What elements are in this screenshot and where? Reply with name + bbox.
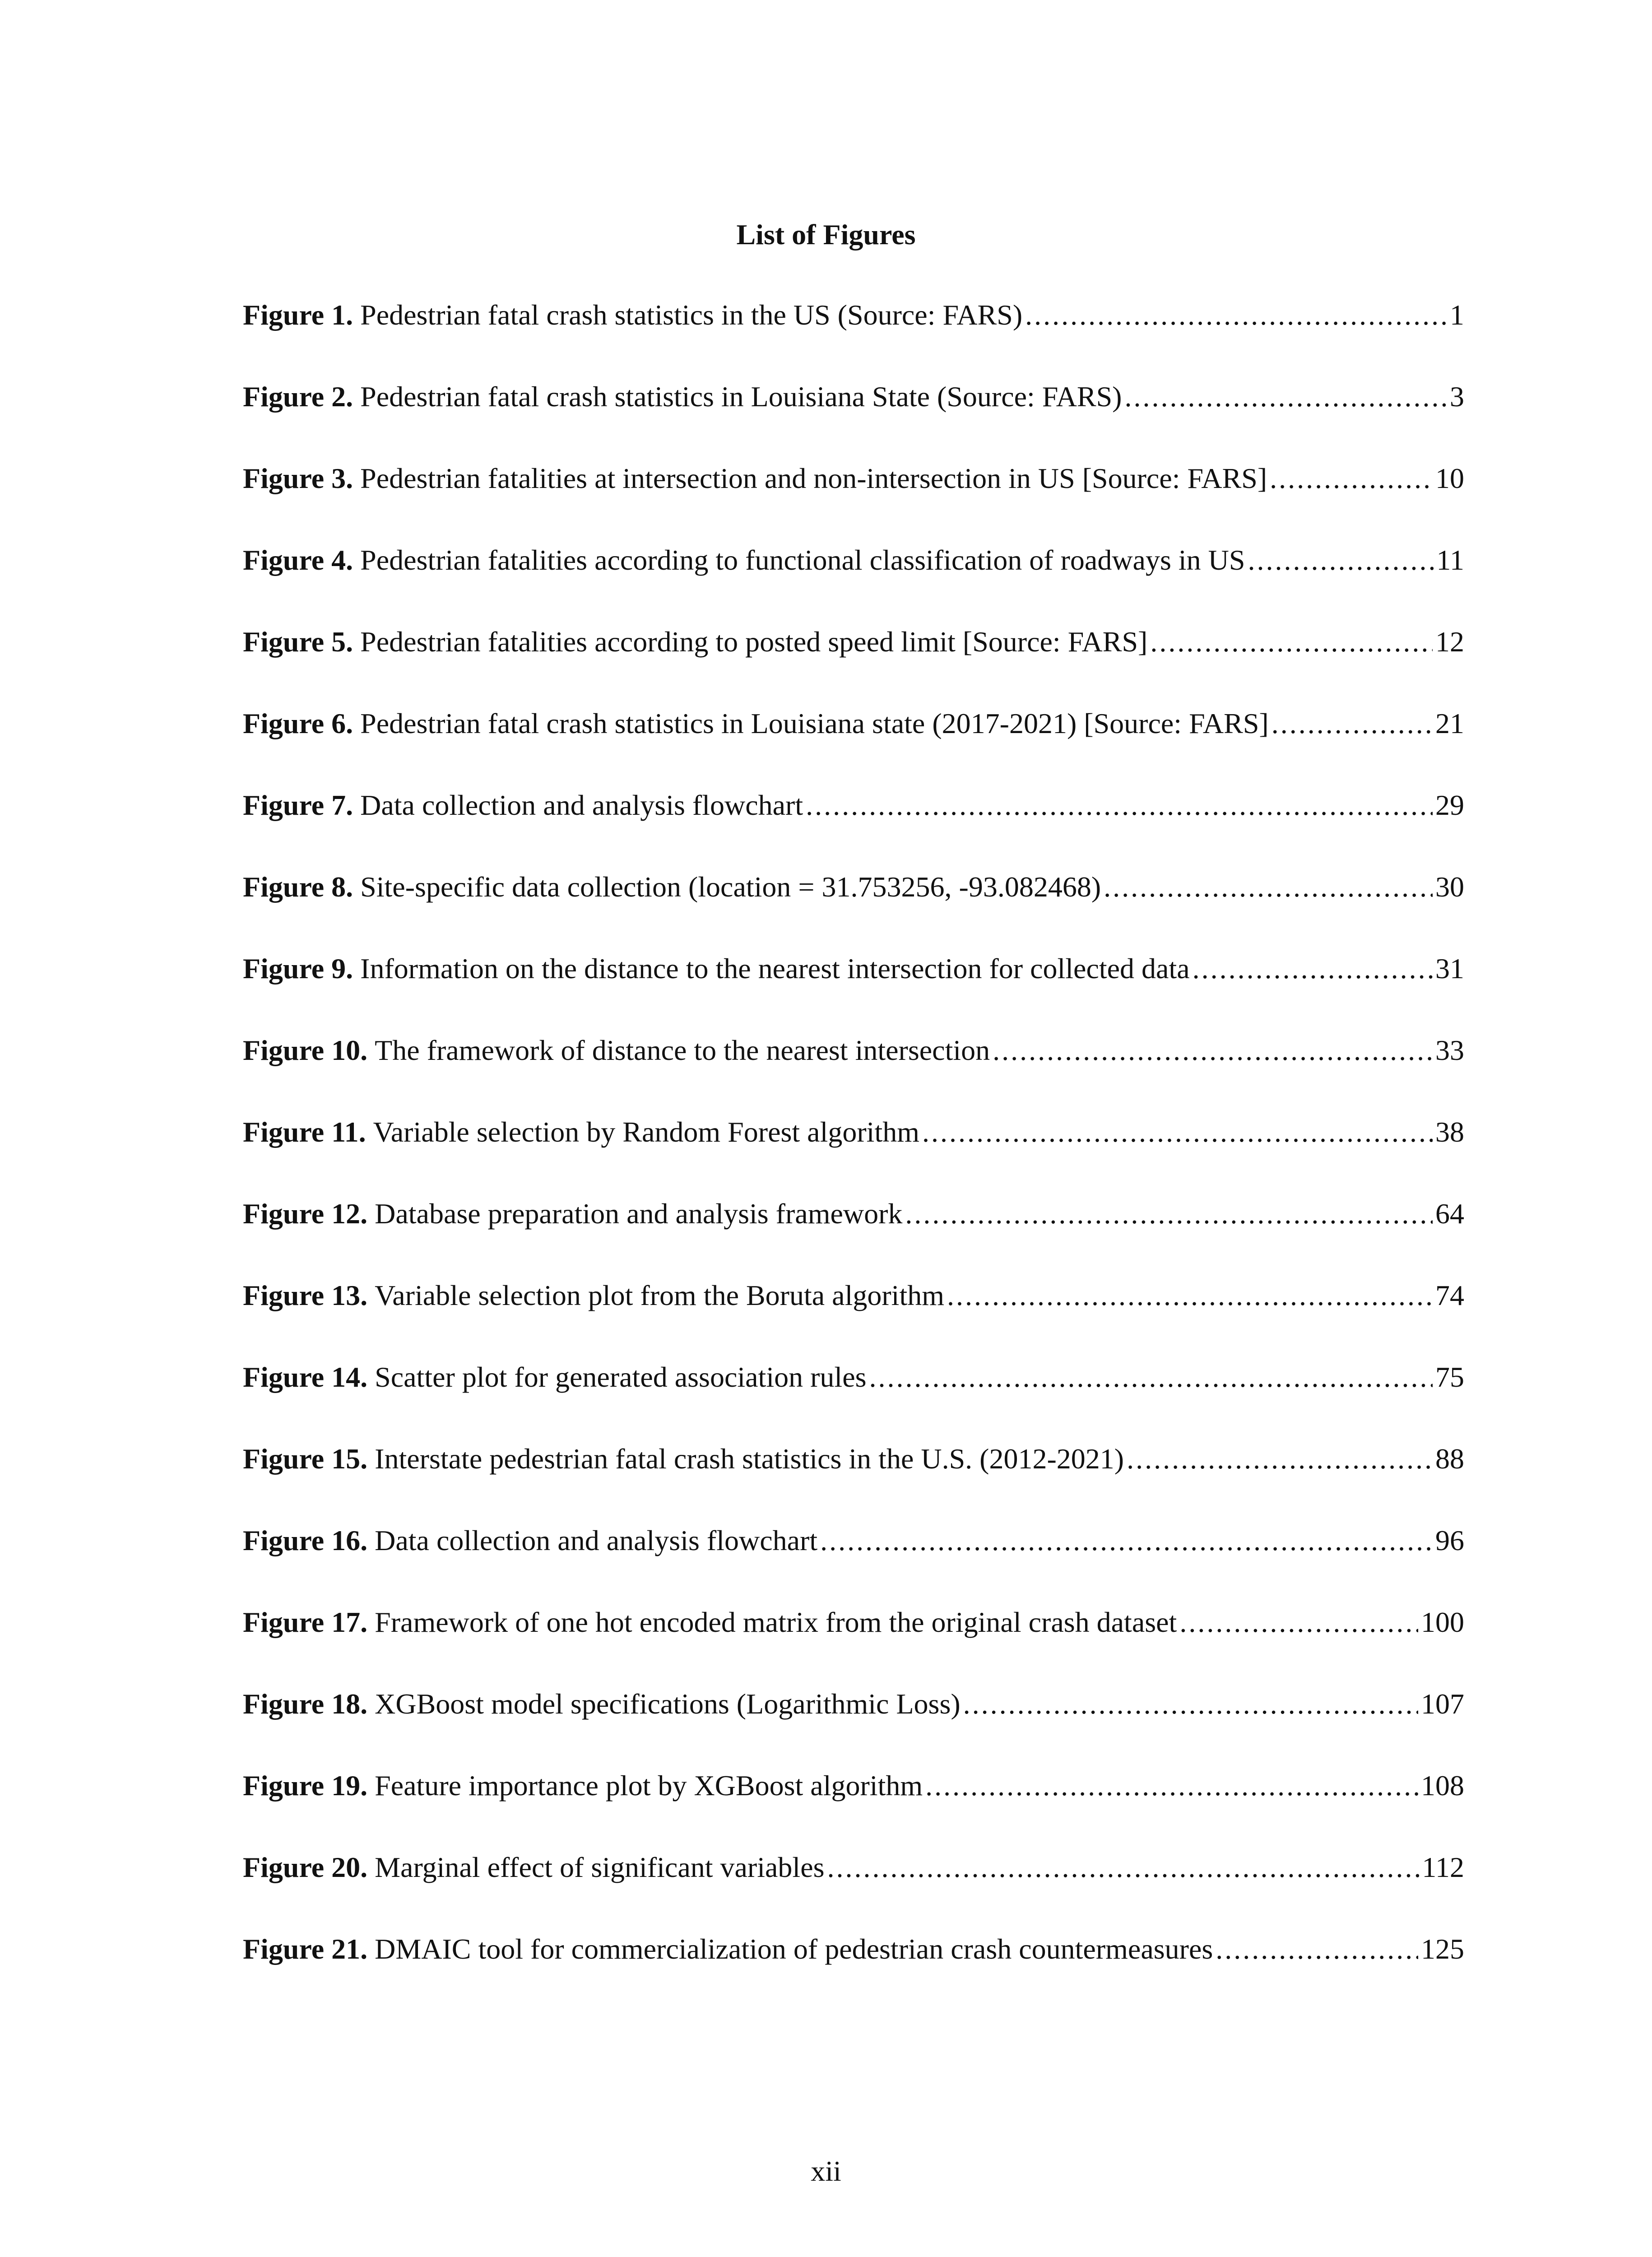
list-item xyxy=(243,1110,1464,1191)
figure-label: Figure 19. xyxy=(243,1769,368,1802)
list-item xyxy=(243,1763,1464,1845)
dot-leader xyxy=(1216,1927,1418,1972)
figure-caption: Pedestrian fatal crash statistics in the US (Source: FARS) xyxy=(360,299,1023,331)
figure-caption: Pedestrian fatalities at intersection and non-intersection in US [Source: FARS] xyxy=(360,462,1267,494)
dot-leader xyxy=(947,1273,1433,1318)
figure-label: Figure 20. xyxy=(243,1851,368,1883)
figure-page-number: 112 xyxy=(1422,1851,1464,1883)
list-item xyxy=(243,1028,1464,1110)
page-heading: List of Figures xyxy=(736,218,916,251)
figure-caption: Feature importance plot by XGBoost algorithm xyxy=(375,1769,923,1802)
page-number: xii xyxy=(811,2155,841,2187)
figure-label: Figure 15. xyxy=(243,1443,368,1475)
dot-leader xyxy=(1124,374,1447,419)
figure-page-number: 108 xyxy=(1421,1769,1464,1802)
figure-caption: The framework of distance to the nearest intersection xyxy=(375,1034,990,1066)
figure-caption: Framework of one hot encoded matrix from the original crash dataset xyxy=(375,1606,1177,1638)
dot-leader xyxy=(922,1110,1433,1155)
list-item xyxy=(243,293,1464,374)
dot-leader xyxy=(820,1518,1433,1563)
figure-page-number: 31 xyxy=(1435,952,1464,985)
figure-label: Figure 6. xyxy=(243,707,353,739)
figure-caption: Variable selection plot from the Boruta algorithm xyxy=(375,1279,944,1311)
figure-page-number: 3 xyxy=(1450,381,1464,413)
figure-caption: Pedestrian fatal crash statistics in Louisiana State (Source: FARS) xyxy=(360,381,1122,413)
dot-leader xyxy=(925,1763,1418,1808)
list-item xyxy=(243,701,1464,783)
figure-page-number: 100 xyxy=(1421,1606,1464,1638)
dot-leader xyxy=(869,1355,1433,1400)
figure-caption: Marginal effect of significant variables xyxy=(375,1851,825,1883)
figure-label: Figure 5. xyxy=(243,626,353,658)
list-item xyxy=(243,1927,1464,2008)
dot-leader xyxy=(1248,538,1434,583)
figure-page-number: 33 xyxy=(1435,1034,1464,1066)
list-of-figures xyxy=(243,293,1464,2008)
figure-page-number: 74 xyxy=(1435,1279,1464,1311)
list-item xyxy=(243,1845,1464,1927)
dot-leader xyxy=(806,783,1433,828)
figure-caption: Scatter plot for generated association rules xyxy=(375,1361,867,1393)
dot-leader xyxy=(905,1191,1433,1236)
dot-leader xyxy=(827,1845,1420,1890)
dot-leader xyxy=(1127,1436,1433,1481)
list-item xyxy=(243,946,1464,1028)
dot-leader xyxy=(993,1028,1433,1073)
figure-page-number: 30 xyxy=(1435,871,1464,903)
figure-caption: XGBoost model specifications (Logarithmic Loss) xyxy=(375,1688,961,1720)
figure-page-number: 12 xyxy=(1435,626,1464,658)
figure-caption: Data collection and analysis flowchart xyxy=(375,1524,818,1556)
figure-caption: Interstate pedestrian fatal crash statistics in the U.S. (2012-2021) xyxy=(375,1443,1124,1475)
figure-caption: Variable selection by Random Forest algorithm xyxy=(373,1116,919,1148)
dot-leader xyxy=(1179,1600,1418,1645)
list-item xyxy=(243,864,1464,946)
figure-caption: Data collection and analysis flowchart xyxy=(360,789,803,821)
figure-label: Figure 21. xyxy=(243,1933,368,1965)
figure-label: Figure 11. xyxy=(243,1116,366,1148)
list-item xyxy=(243,374,1464,456)
figure-page-number: 96 xyxy=(1435,1524,1464,1556)
figure-page-number: 125 xyxy=(1421,1933,1464,1965)
list-item xyxy=(243,619,1464,701)
list-item xyxy=(243,1600,1464,1681)
figure-label: Figure 4. xyxy=(243,544,353,576)
figure-page-number: 38 xyxy=(1435,1116,1464,1148)
list-item xyxy=(243,1436,1464,1518)
list-item xyxy=(243,1518,1464,1600)
list-item xyxy=(243,1355,1464,1436)
figure-caption: Information on the distance to the nearest intersection for collected data xyxy=(360,952,1190,985)
dot-leader xyxy=(1104,864,1433,910)
figure-page-number: 10 xyxy=(1435,462,1464,494)
figure-page-number: 29 xyxy=(1435,789,1464,821)
figure-label: Figure 18. xyxy=(243,1688,368,1720)
figure-label: Figure 7. xyxy=(243,789,353,821)
dot-leader xyxy=(963,1681,1418,1727)
list-item xyxy=(243,1681,1464,1763)
figure-caption: Database preparation and analysis framework xyxy=(375,1198,903,1230)
figure-label: Figure 8. xyxy=(243,871,353,903)
figure-label: Figure 9. xyxy=(243,952,353,985)
figure-caption: Site-specific data collection (location = 31.753256, -93.082468) xyxy=(360,871,1101,903)
figure-caption: DMAIC tool for commercialization of pedestrian crash countermeasures xyxy=(375,1933,1213,1965)
figure-page-number: 88 xyxy=(1435,1443,1464,1475)
figure-label: Figure 12. xyxy=(243,1198,368,1230)
figure-page-number: 64 xyxy=(1435,1198,1464,1230)
figure-page-number: 21 xyxy=(1435,707,1464,739)
figure-label: Figure 14. xyxy=(243,1361,368,1393)
dot-leader xyxy=(1150,619,1433,664)
dot-leader xyxy=(1025,293,1447,338)
figure-label: Figure 2. xyxy=(243,381,353,413)
figure-page-number: 75 xyxy=(1435,1361,1464,1393)
dot-leader xyxy=(1271,701,1433,746)
figure-label: Figure 13. xyxy=(243,1279,368,1311)
figure-page-number: 11 xyxy=(1436,544,1464,576)
figure-label: Figure 16. xyxy=(243,1524,368,1556)
figure-label: Figure 1. xyxy=(243,299,353,331)
list-item xyxy=(243,538,1464,619)
figure-page-number: 107 xyxy=(1421,1688,1464,1720)
dot-leader xyxy=(1193,946,1433,991)
list-item xyxy=(243,1191,1464,1273)
figure-caption: Pedestrian fatal crash statistics in Louisiana state (2017-2021) [Source: FARS] xyxy=(360,707,1269,739)
figure-page-number: 1 xyxy=(1450,299,1464,331)
list-item xyxy=(243,1273,1464,1355)
list-item xyxy=(243,456,1464,538)
figure-label: Figure 17. xyxy=(243,1606,368,1638)
figure-label: Figure 10. xyxy=(243,1034,368,1066)
list-item xyxy=(243,783,1464,864)
dot-leader xyxy=(1270,456,1433,501)
figure-caption: Pedestrian fatalities according to posted speed limit [Source: FARS] xyxy=(360,626,1148,658)
figure-caption: Pedestrian fatalities according to functional classification of roadways in US xyxy=(360,544,1245,576)
figure-label: Figure 3. xyxy=(243,462,353,494)
